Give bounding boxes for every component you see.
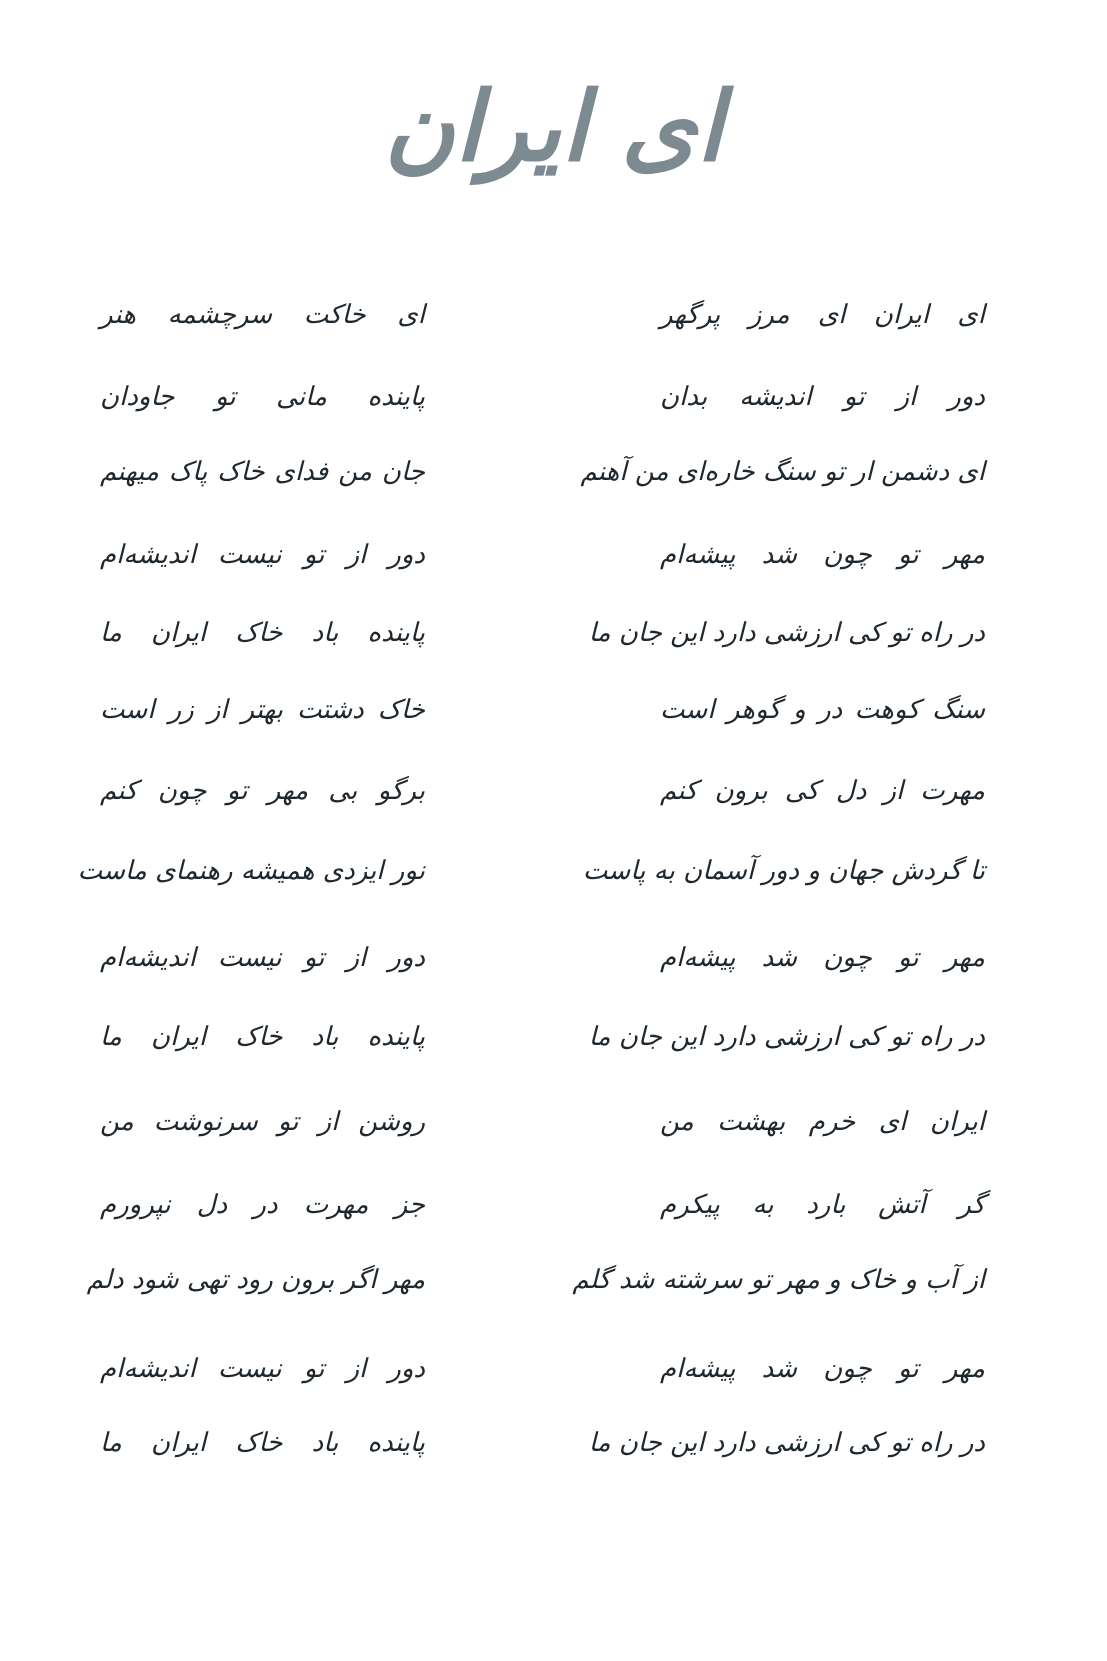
verse-first: مهر تو چون شد پیشه‌ام — [660, 943, 985, 973]
verse-second: برگو بی مهر تو چون کنم — [100, 776, 425, 806]
verse-first: مهرت از دل کی برون کنم — [660, 776, 985, 806]
verse-first: از آب و خاک و مهر تو سرشته شد گلم — [572, 1265, 985, 1295]
verse-second: روشن از تو سرنوشت من — [100, 1107, 425, 1137]
verse-second: پاینده باد خاک ایران ما — [100, 1022, 425, 1052]
verse-first: مهر تو چون شد پیشه‌ام — [660, 540, 985, 570]
verse-first: تا گردش جهان و دور آسمان به پاست — [582, 856, 985, 886]
verse-first: مهر تو چون شد پیشه‌ام — [660, 1354, 985, 1384]
verse-second: خاک دشتت بهتر از زر است — [100, 695, 425, 725]
verse-second: پاینده مانی تو جاودان — [100, 382, 425, 412]
verse-second: دور از تو نیست اندیشه‌ام — [100, 943, 425, 973]
verse-first: در راه تو کی ارزشی دارد این جان ما — [588, 1428, 985, 1458]
verse-second: پاینده باد خاک ایران ما — [100, 618, 425, 648]
poem-title: ای ایران — [384, 71, 723, 183]
verse-first: سنگ کوهت در و گوهر است — [660, 695, 985, 725]
verse-second: ای خاکت سرچشمه هنر — [100, 300, 425, 330]
verse-second: پاینده باد خاک ایران ما — [100, 1428, 425, 1458]
poem-body — [0, 285, 1107, 1585]
verse-first: در راه تو کی ارزشی دارد این جان ما — [588, 1022, 985, 1052]
verse-second: دور از تو نیست اندیشه‌ام — [100, 1354, 425, 1384]
verse-first: در راه تو کی ارزشی دارد این جان ما — [588, 618, 985, 648]
verse-second: دور از تو نیست اندیشه‌ام — [100, 540, 425, 570]
verse-second: جان من فدای خاک پاک میهنم — [100, 457, 425, 487]
verse-first: دور از تو اندیشه بدان — [660, 382, 985, 412]
verse-second: نور ایزدی همیشه رهنمای ماست — [77, 856, 425, 886]
verse-second: مهر اگر برون رود تهی شود دلم — [86, 1265, 425, 1295]
verse-first: ایران ای خرم بهشت من — [660, 1107, 985, 1137]
verse-second: جز مهرت در دل نپرورم — [100, 1190, 425, 1220]
verse-first: ای دشمن ار تو سنگ خاره‌ای من آهنم — [580, 457, 985, 487]
verse-first: ای ایران ای مرز پرگهر — [660, 300, 985, 330]
verse-first: گر آتش بارد به پیکرم — [660, 1190, 985, 1220]
